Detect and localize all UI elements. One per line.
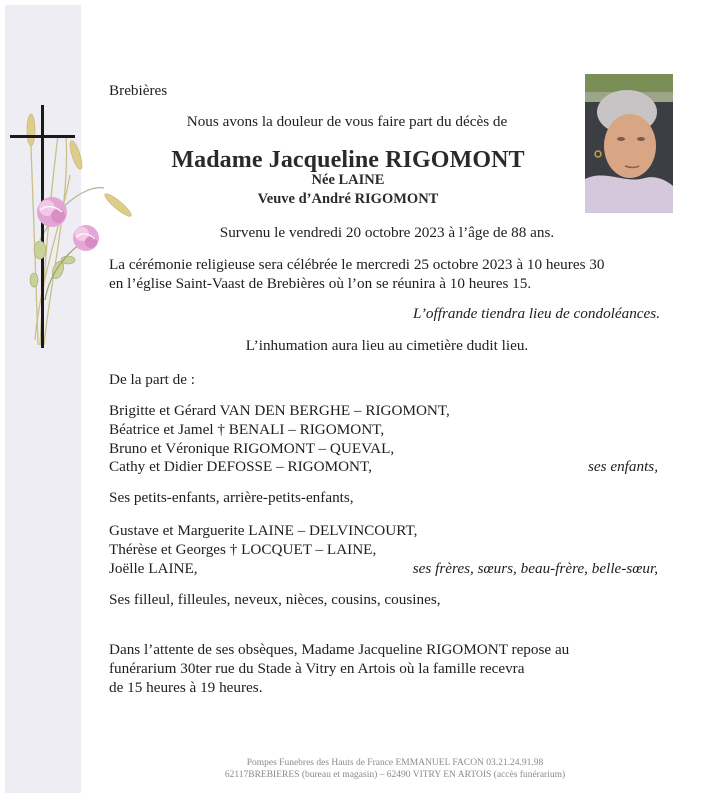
deceased-name: Madame Jacqueline RIGOMONT [171, 147, 525, 173]
place-name: Brebières [109, 82, 168, 99]
death-announcement: Survenu le vendredi 20 octobre 2023 à l’âge de 88 ans. [219, 224, 555, 241]
maiden-name: Née LAINE [311, 172, 385, 188]
children-label: ses enfants, [587, 458, 658, 475]
ceremony-line-1: La cérémonie religieuse sera célébrée le mercredi 25 octobre 2023 à 10 heures 30 [109, 256, 605, 273]
sibling-entry: Gustave et Marguerite LAINE – DELVINCOURT, [109, 522, 418, 539]
footer-address: 62117BREBIERES (bureau et magasin) – 62490 VITRY EN ARTOIS (accès funérarium) [224, 770, 566, 780]
visitation-line-1: Dans l’attente de ses obsèques, Madame Jacqueline RIGOMONT repose au [109, 641, 570, 658]
ceremony-line-2: en l’église Saint-Vaast de Brebières où l’on se réunira à 10 heures 15. [109, 275, 532, 292]
visitation-line-2: funérarium 30ter rue du Stade à Vitry en Artois où la famille recevra [109, 660, 525, 677]
child-entry: Cathy et Didier DEFOSSE – RIGOMONT, [109, 458, 372, 475]
footer-company: Pompes Funebres des Hauts de France EMMANUEL FACON 03.21.24.91.98 [246, 758, 544, 768]
intro-text: Nous avons la douleur de vous faire part du décès de [186, 113, 508, 130]
sibling-entry: Thérèse et Georges † LOCQUET – LAINE, [109, 541, 377, 558]
from-label: De la part de : [109, 371, 196, 388]
sibling-entry: Joëlle LAINE, [109, 560, 198, 577]
burial-note: L’inhumation aura lieu au cimetière dudit lieu. [245, 337, 529, 354]
widow-of: Veuve d’André RIGOMONT [257, 191, 439, 207]
child-entry: Béatrice et Jamel † BENALI – RIGOMONT, [109, 421, 385, 438]
child-entry: Brigitte et Gérard VAN DEN BERGHE – RIGOMONT, [109, 402, 450, 419]
child-entry: Bruno et Véronique RIGOMONT – QUEVAL, [109, 440, 395, 457]
visitation-line-3: de 15 heures à 19 heures. [109, 679, 263, 696]
grandchildren-line: Ses petits-enfants, arrière-petits-enfants, [109, 489, 354, 506]
others-line: Ses filleul, filleules, neveux, nièces, cousins, cousines, [109, 591, 441, 608]
offering-note: L’offrande tiendra lieu de condoléances. [412, 305, 660, 322]
siblings-label: ses frères, sœurs, beau-frère, belle-sœur, [412, 560, 658, 577]
